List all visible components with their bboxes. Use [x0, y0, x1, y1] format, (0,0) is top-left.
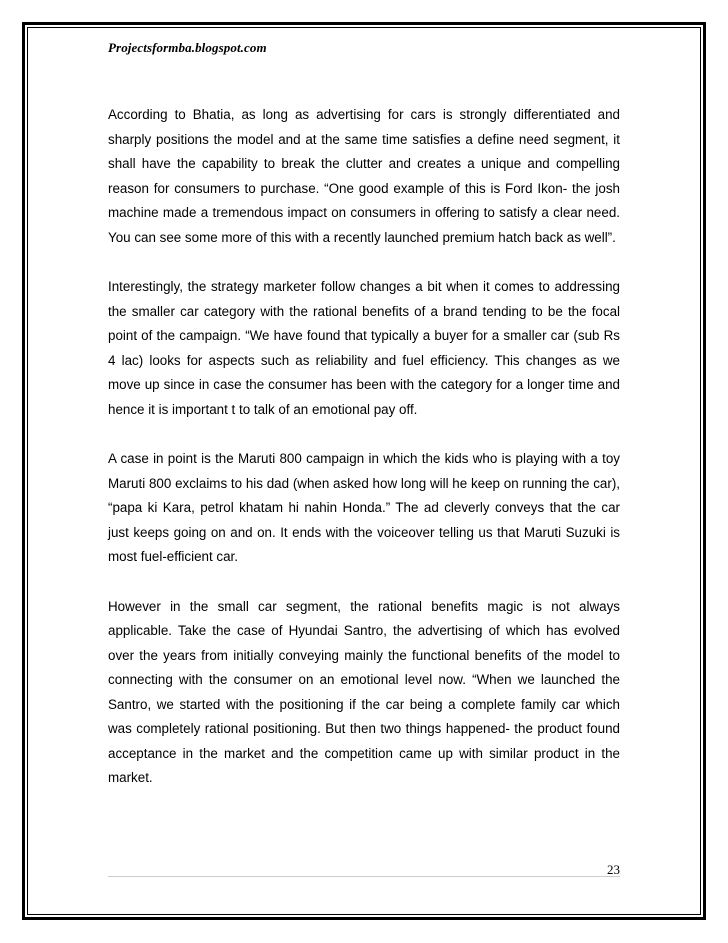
- page-number: 23: [607, 862, 620, 877]
- paragraph-smaller-car-strategy: Interestingly, the strategy marketer follow changes a bit when it comes to addressing the smaller car category with the rational benefits of a brand tending to be the focal point of the campaign. “We have found that typically a buyer for a smaller car (sub Rs 4 lac) looks for aspects such as reliability and fuel efficiency. This changes as we move up since in case the consumer has been with the category for a longer time and hence it is important t to talk of an emotional pay off.: [108, 279, 620, 417]
- paragraph-hyundai-santro: However in the small car segment, the rational benefits magic is not always applicable. Take the case of Hyundai Santro, the advertising of which has evolved over the years from initially conveying mainly the functional benefits of the model to connecting with the consumer on an emotional level now. “When we launched the Santro, we started with the positioning if the car being a complete family car which was completely rational positioning. But then two things happened- the product found acceptance in the market and the competition came up with similar product in the market.: [108, 598, 620, 785]
- footer-divider: [108, 876, 620, 877]
- paragraph-maruti-800-campaign: A case in point is the Maruti 800 campaign in which the kids who is playing with a toy Maruti 800 exclaims to his dad (when asked how long will he keep on running the car), “papa ki Kara, petrol khatam hi nahin Honda.” The ad cleverly conveys that the car just keeps going on and on. It ends with the voiceover telling us that Maruti Suzuki is most fuel-efficient car.: [108, 451, 620, 564]
- body-text: [108, 103, 620, 816]
- paragraph-bhatia-quote: According to Bhatia, as long as advertising for cars is strongly differentiated and sharply positions the model and at the same time satisfies a define need segment, it shall have the capability to break the clutter and creates a unique and compelling reason for consumers to purchase. “One good example of this is Ford Ikon- the josh machine made a tremendous impact on consumers in offering to satisfy a clear need. You can see some more of this with a recently launched premium hatch back as well”.: [108, 107, 620, 245]
- header-site-name: Projectsformba.blogspot.com: [108, 40, 267, 55]
